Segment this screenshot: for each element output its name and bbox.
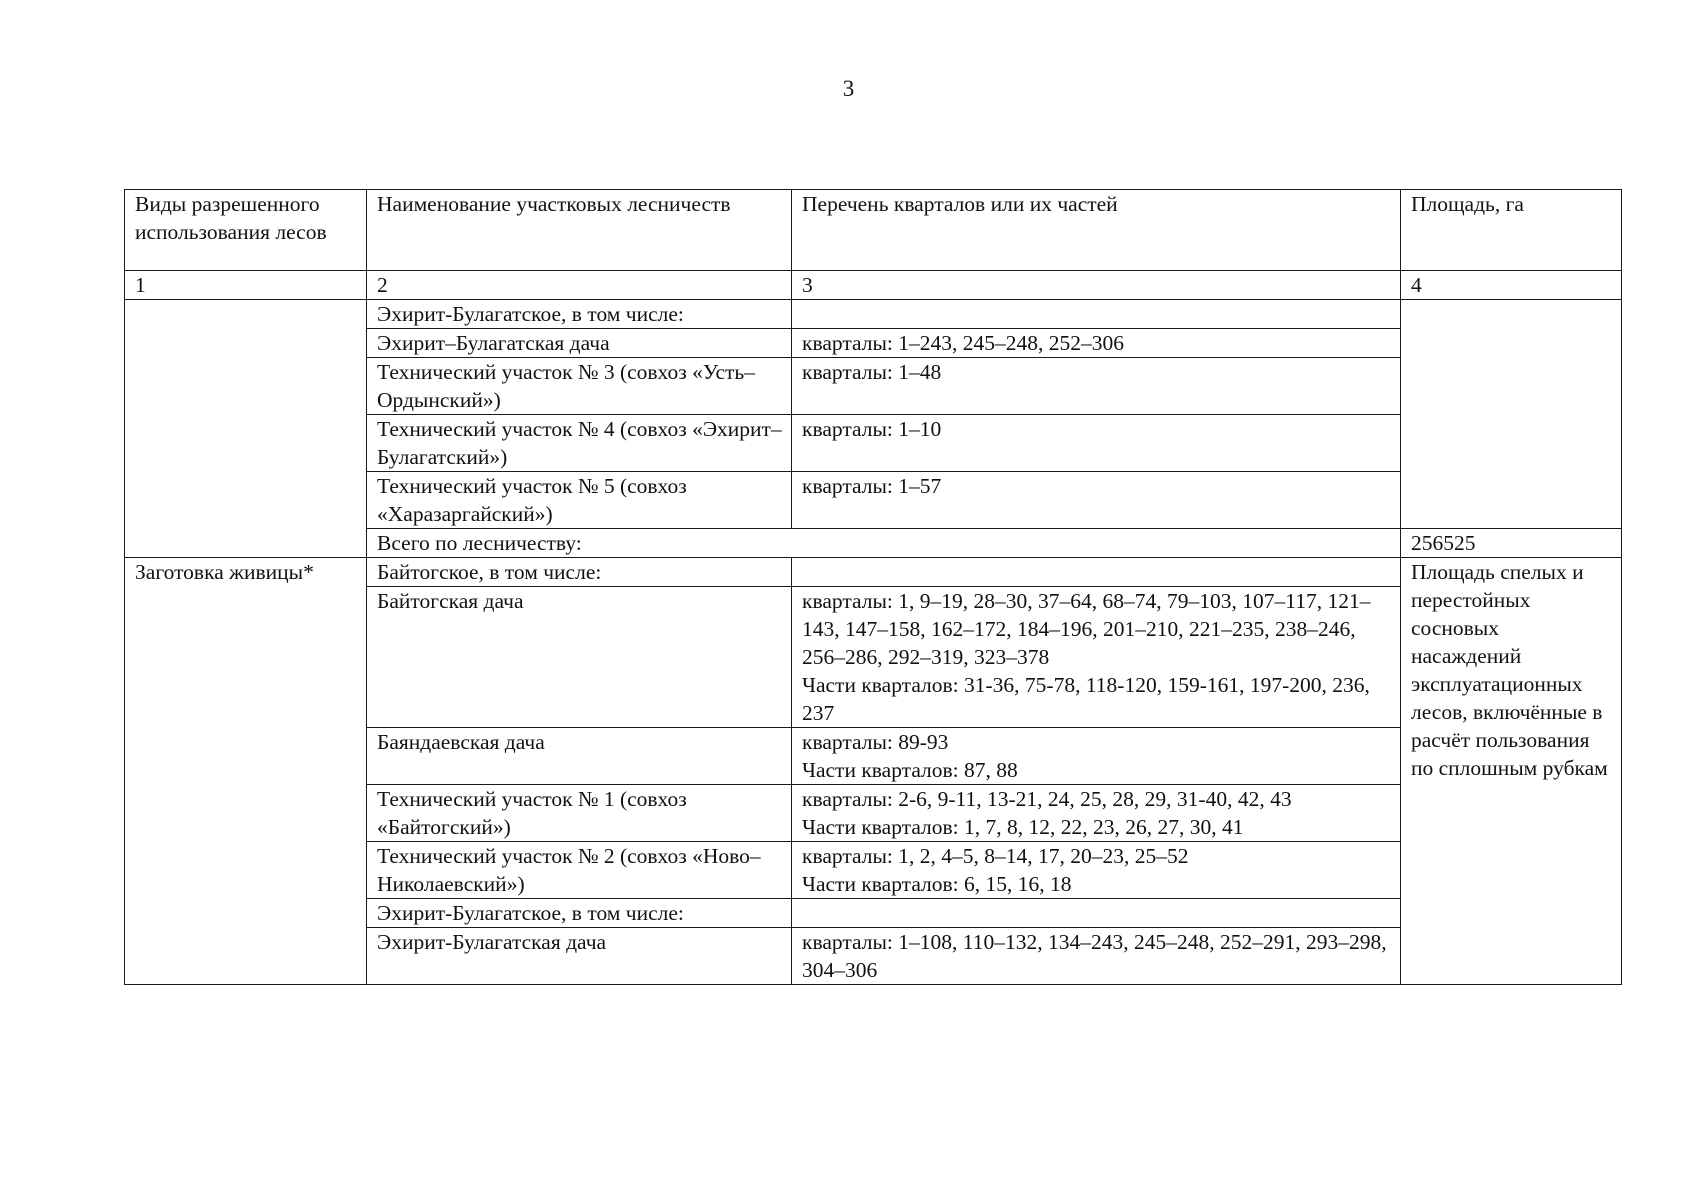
forestry-name: Эхирит-Булагатское, в том числе: — [367, 300, 792, 329]
use-type-resin: Заготовка живицы* — [125, 558, 367, 985]
header-use-type: Виды разрешенного использования лесов — [125, 190, 367, 271]
quarters-parts-line: Части кварталов: 6, 15, 16, 18 — [802, 872, 1072, 896]
forest-use-table — [124, 189, 1622, 985]
header-forestry-name: Наименование участковых лесничеств — [367, 190, 792, 271]
quarters-cell: кварталы: 1–243, 245–248, 252–306 — [792, 329, 1401, 358]
quarters-line: кварталы: 1, 2, 4–5, 8–14, 17, 20–23, 25–52 — [802, 844, 1189, 868]
column-number-1: 1 — [125, 271, 367, 300]
quarters-cell — [792, 785, 1401, 842]
table-header-row — [125, 190, 1622, 271]
forestry-name: Технический участок № 4 (совхоз «Эхирит–Булагатский») — [367, 415, 792, 472]
quarters-cell — [792, 300, 1401, 329]
area-cell-empty — [1401, 300, 1622, 529]
quarters-parts-line: Части кварталов: 1, 7, 8, 12, 22, 23, 26, 27, 30, 41 — [802, 815, 1244, 839]
forestry-name: Технический участок № 1 (совхоз «Байтогский») — [367, 785, 792, 842]
quarters-cell: кварталы: 1–10 — [792, 415, 1401, 472]
area-note: Площадь спелых и перестойных сосновых насаждений эксплуатационных лесов, включённые в расчёт пользования по сплошным рубкам — [1401, 558, 1622, 985]
forestry-name: Эхирит–Булагатская дача — [367, 329, 792, 358]
forestry-name: Баяндаевская дача — [367, 728, 792, 785]
table-row — [125, 558, 1622, 587]
header-quarters-list: Перечень кварталов или их частей — [792, 190, 1401, 271]
total-label: Всего по лесничеству: — [367, 529, 1401, 558]
table-row — [125, 300, 1622, 329]
use-type-cell-empty — [125, 300, 367, 558]
quarters-cell — [792, 587, 1401, 728]
column-number-3: 3 — [792, 271, 1401, 300]
quarters-parts-line: Части кварталов: 87, 88 — [802, 758, 1018, 782]
forestry-name: Эхирит-Булагатское, в том числе: — [367, 899, 792, 928]
quarters-line: кварталы: 1, 9–19, 28–30, 37–64, 68–74, 79–103, 107–117, 121–143, 147–158, 162–172, 184–196, 201–210, 221–235, 238–246, 256–286, 292–319, 323–378 — [802, 589, 1371, 669]
column-number-4: 4 — [1401, 271, 1622, 300]
quarters-cell: кварталы: 1–57 — [792, 472, 1401, 529]
forestry-name: Эхирит-Булагатская дача — [367, 928, 792, 985]
quarters-parts-line: Части кварталов: 31-36, 75-78, 118-120, 159-161, 197-200, 236, 237 — [802, 673, 1370, 725]
quarters-cell — [792, 728, 1401, 785]
column-number-row — [125, 271, 1622, 300]
column-number-2: 2 — [367, 271, 792, 300]
forestry-name: Байтогская дача — [367, 587, 792, 728]
total-value: 256525 — [1401, 529, 1622, 558]
quarters-line: кварталы: 2-6, 9-11, 13-21, 24, 25, 28, 29, 31-40, 42, 43 — [802, 787, 1292, 811]
page-number: 3 — [842, 76, 855, 101]
quarters-cell: кварталы: 1–108, 110–132, 134–243, 245–248, 252–291, 293–298, 304–306 — [792, 928, 1401, 985]
quarters-cell: кварталы: 1–48 — [792, 358, 1401, 415]
forestry-name: Байтогское, в том числе: — [367, 558, 792, 587]
forestry-name: Технический участок № 2 (совхоз «Ново–Николаевский») — [367, 842, 792, 899]
forestry-name: Технический участок № 5 (совхоз «Харазаргайский») — [367, 472, 792, 529]
quarters-line: кварталы: 89-93 — [802, 730, 949, 754]
header-area: Площадь, га — [1401, 190, 1622, 271]
quarters-cell — [792, 899, 1401, 928]
quarters-cell — [792, 558, 1401, 587]
forestry-name: Технический участок № 3 (совхоз «Усть–Ордынский») — [367, 358, 792, 415]
quarters-cell — [792, 842, 1401, 899]
